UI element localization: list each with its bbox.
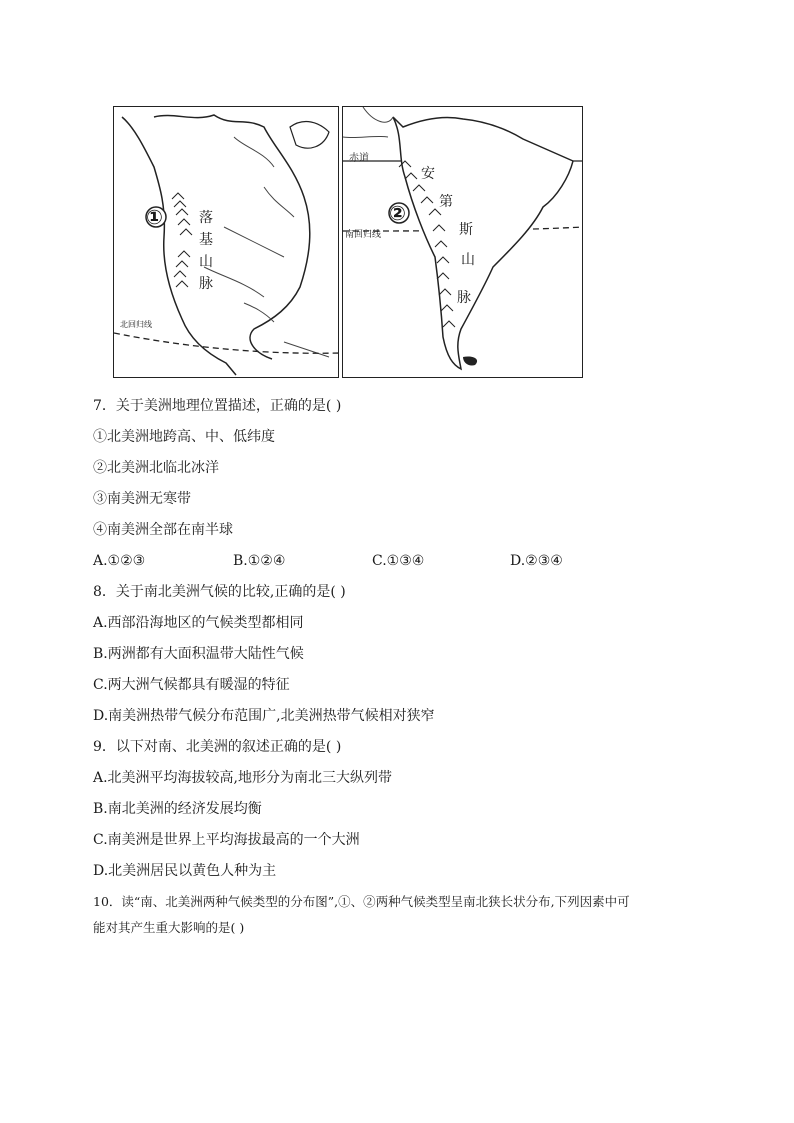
- sa-range-char-4: 山: [461, 252, 475, 268]
- sa-range-char-2: 第: [439, 194, 453, 210]
- sa-tropic-label: 南回归线: [345, 230, 382, 240]
- na-range-char-4: 脉: [199, 276, 213, 292]
- south-america-map: [342, 106, 583, 378]
- question-7-option-a[interactable]: A.①②③: [93, 553, 146, 569]
- question-9-stem: 9．以下对南、北美洲的叙述正确的是( ): [93, 739, 342, 755]
- question-10-stem-line-2: 能对其产生重大影响的是( ): [93, 920, 245, 935]
- question-7-statement-4: ④南美洲全部在南半球: [93, 522, 233, 538]
- question-8-option-b[interactable]: B.两洲都有大面积温带大陆性气候: [93, 646, 304, 662]
- north-america-outline: [114, 107, 339, 378]
- question-9-option-b[interactable]: B.南北美洲的经济发展均衡: [93, 801, 262, 817]
- question-8-option-a[interactable]: A.西部沿海地区的气候类型都相同: [93, 615, 304, 631]
- question-7-option-c[interactable]: C.①③④: [372, 553, 425, 569]
- question-9-option-a[interactable]: A.北美洲平均海拔较高,地形分为南北三大纵列带: [93, 770, 393, 786]
- question-7-stem: 7．关于美洲地理位置描述，正确的是( ): [93, 398, 342, 414]
- na-range-char-2: 基: [199, 232, 213, 248]
- question-7-statement-3: ③南美洲无寒带: [93, 491, 191, 507]
- question-10-stem-line-1: 10．读“南、北美洲两种气候类型的分布图”,①、②两种气候类型呈南北狭长状分布,下列因素中可: [93, 894, 630, 909]
- sa-equator-label: 赤道: [349, 153, 369, 164]
- question-7-statement-2: ②北美洲北临北冰洋: [93, 460, 219, 476]
- question-8-option-c[interactable]: C.两大洲气候都具有暖湿的特征: [93, 677, 290, 693]
- sa-range-char-1: 安: [421, 166, 435, 182]
- na-range-char-3: 山: [199, 254, 213, 270]
- south-america-outline: [343, 107, 583, 378]
- question-7-options: [93, 552, 693, 570]
- na-tropic-label: 北回归线: [120, 320, 152, 329]
- question-9-option-d[interactable]: D.北美洲居民以黄色人种为主: [93, 863, 277, 879]
- north-america-map: [113, 106, 339, 378]
- question-7-option-b[interactable]: B.①②④: [233, 553, 286, 569]
- question-8-stem: 8．关于南北美洲气候的比较,正确的是( ): [93, 584, 346, 600]
- sa-marker: ②: [389, 201, 406, 225]
- sa-range-char-5: 脉: [457, 290, 471, 306]
- question-7-statement-1: ①北美洲地跨高、中、低纬度: [93, 429, 275, 445]
- question-8-option-d[interactable]: D.南美洲热带气候分布范围广,北美洲热带气候相对狭窄: [93, 708, 435, 724]
- na-range-char-1: 落: [199, 210, 213, 226]
- map-figure: [113, 106, 583, 378]
- na-marker: ①: [146, 205, 163, 229]
- sa-range-char-3: 斯: [459, 222, 473, 238]
- question-7-option-d[interactable]: D.②③④: [510, 553, 563, 569]
- question-9-option-c[interactable]: C.南美洲是世界上平均海拔最高的一个大洲: [93, 832, 360, 848]
